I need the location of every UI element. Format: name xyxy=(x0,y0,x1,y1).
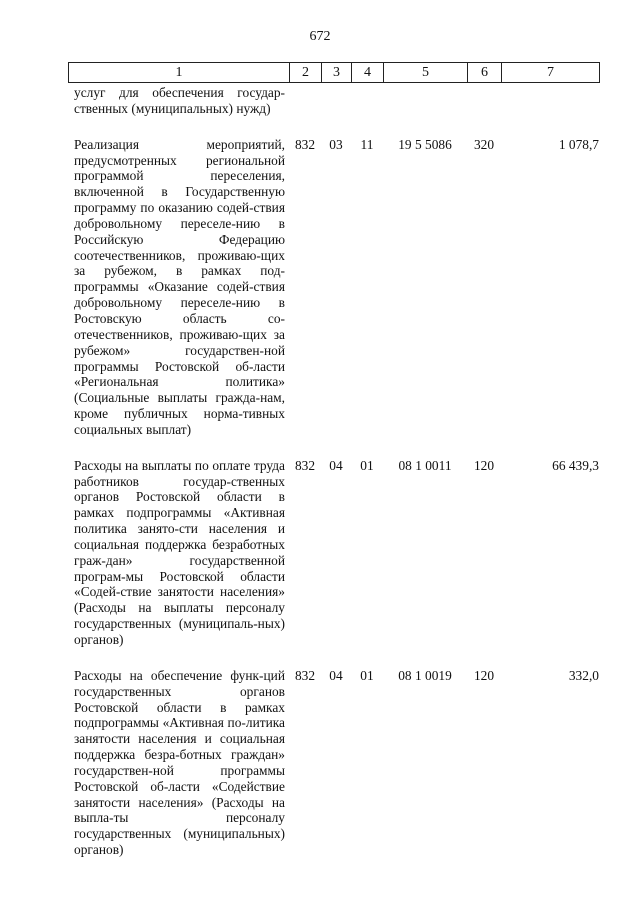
table-header xyxy=(68,62,600,83)
row-section-code: 04 xyxy=(329,457,343,473)
table-row xyxy=(68,648,599,858)
row-target-code: 08 1 0011 xyxy=(398,457,452,473)
header-col-4: 4 xyxy=(352,63,384,83)
row-expense-type: 320 xyxy=(473,136,495,152)
row-target-code: 19 5 5086 xyxy=(398,136,452,152)
row-ministry-code: 832 xyxy=(294,457,316,473)
row-subsection-code: 01 xyxy=(360,667,374,683)
row-ministry-code: 832 xyxy=(294,136,316,152)
header-col-3: 3 xyxy=(322,63,352,83)
row-description: Реализация мероприятий, предусмотренных региональной программой переселения, включенной в Государственную программу по оказанию содей-ствия добровольному переселе-нию в Российскую Федерацию соотечественников, проживаю-щих за рубежом, в рамках под-программы «Оказание содей-ствия добровольному переселе-нию в Ростовскую область со-отечественников, проживаю-щих за рубежом» государствен-ной программы Ростовской об-ласти «Региональная политика» (Социальные выплаты гражда-нам, кроме публичных норма-тивных социальных выплат) xyxy=(74,136,285,437)
header-col-7: 7 xyxy=(502,63,600,83)
header-col-5: 5 xyxy=(384,63,468,83)
table-row xyxy=(68,438,599,648)
table-row xyxy=(68,85,599,117)
table-row xyxy=(68,117,599,438)
row-amount xyxy=(501,85,599,117)
row-amount: 66 439,3 xyxy=(552,457,599,473)
row-amount: 332,0 xyxy=(568,667,599,683)
row-amount: 1 078,7 xyxy=(558,136,599,152)
row-section-code: 03 xyxy=(329,136,343,152)
row-subsection-code: 01 xyxy=(360,457,374,473)
row-expense-type: 120 xyxy=(473,457,495,473)
row-subsection-code: 11 xyxy=(360,136,374,152)
row-ministry-code: 832 xyxy=(294,667,316,683)
header-col-1: 1 xyxy=(69,63,290,83)
header-col-2: 2 xyxy=(290,63,322,83)
budget-table xyxy=(68,85,599,858)
row-target-code xyxy=(383,85,467,117)
row-section-code xyxy=(321,85,351,117)
row-subsection-code xyxy=(351,85,383,117)
row-expense-type: 120 xyxy=(473,667,495,683)
row-description: Расходы на обеспечение функ-ций государственных органов Ростовской области в рамках подпрограммы «Активная по-литика занятости населения и социальная поддержка безра-ботных граждан» государствен-ной программы Ростовской об-ласти «Содействие занятости населения» (Расходы на выпла-ты персоналу государственных (муниципальных) органов) xyxy=(74,667,285,858)
row-description: услуг для обеспечения государ-ственных (муниципальных) нужд) xyxy=(74,85,285,116)
header-col-6: 6 xyxy=(468,63,502,83)
row-description: Расходы на выплаты по оплате труда работников государ-ственных органов Ростовской области в рамках подпрограммы «Активная политика занято-сти населения и социальная поддержка безработных граж-дан» государственной програм-мы Ростовской области «Содей-ствие занятости населения» (Расходы на выплаты персоналу государственных (муниципаль-ных) органов) xyxy=(74,457,285,647)
row-expense-type xyxy=(467,85,501,117)
row-ministry-code xyxy=(289,85,321,117)
row-section-code: 04 xyxy=(329,667,343,683)
row-target-code: 08 1 0019 xyxy=(398,667,452,683)
page-number: 672 xyxy=(309,29,331,44)
